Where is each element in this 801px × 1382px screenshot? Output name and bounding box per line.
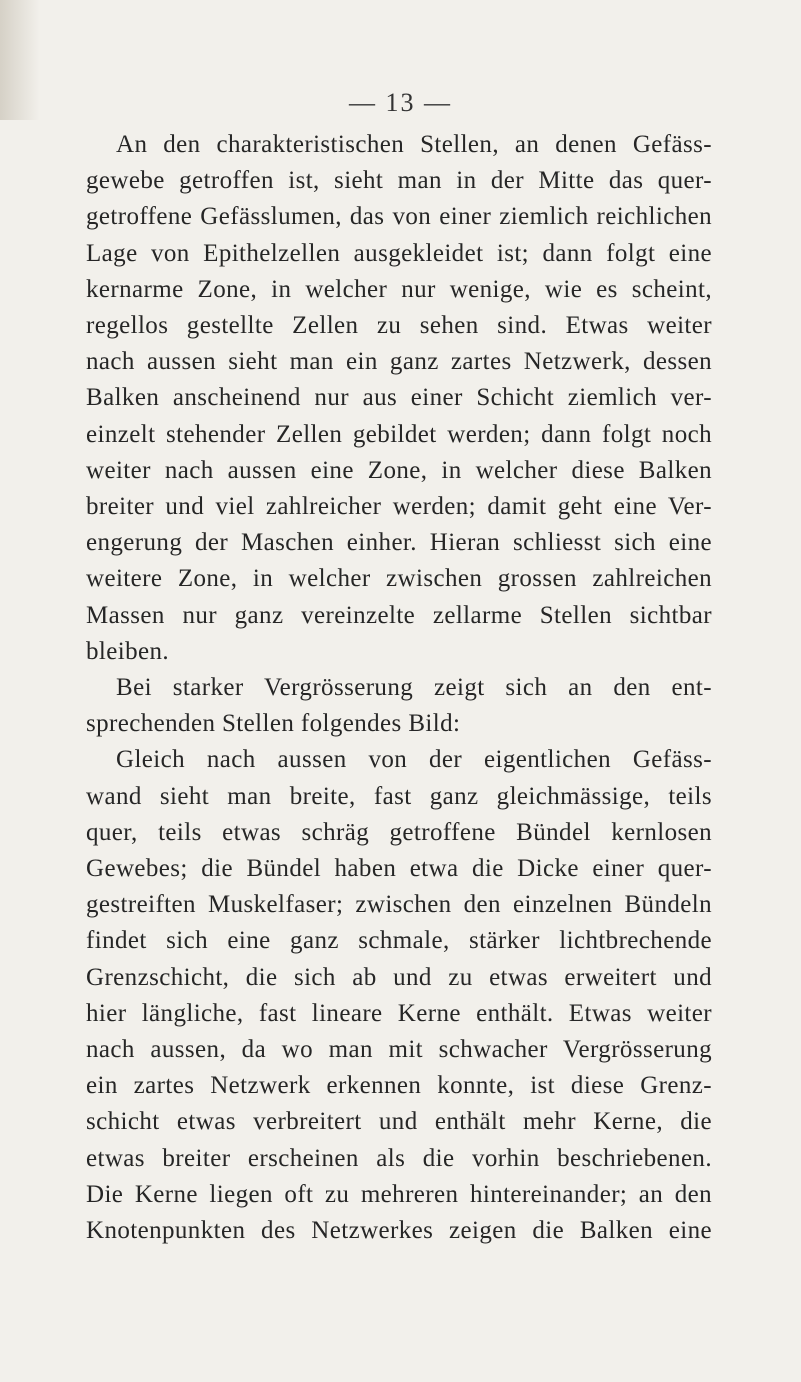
text-line: weiter nach aussen eine Zone, in welcher diese Balken <box>86 456 712 484</box>
text-line: wand sieht man breite, fast ganz gleichmässige, teils <box>86 782 712 810</box>
text-line: ein zartes Netzwerk erkennen konnte, ist diese Grenz- <box>86 1072 712 1100</box>
text-line: quer, teils etwas schräg getroffene Bündel kernlosen <box>86 818 712 846</box>
text-line: Grenzschicht, die sich ab und zu etwas erweitert und <box>86 963 712 991</box>
text-line: nach aussen, da wo man mit schwacher Vergrösserung <box>86 1036 712 1064</box>
text-line: Lage von Epithelzellen ausgekleidet ist; dann folgt eine <box>86 239 712 267</box>
text-line: weitere Zone, in welcher zwischen grossen zahlreichen <box>86 565 712 593</box>
text-line: kernarme Zone, in welcher nur wenige, wie es scheint, <box>86 275 712 303</box>
page-number: — 13 — <box>349 88 452 117</box>
text-line: gestreiften Muskelfaser; zwischen den einzelnen Bündeln <box>86 891 712 919</box>
text-line: engerung der Maschen einher. Hieran schliesst sich eine <box>86 529 712 557</box>
text-line: Gleich nach aussen von der eigentlichen Gefäss- <box>116 746 712 774</box>
text-line: getroffene Gefässlumen, das von einer ziemlich reichlichen <box>86 203 712 231</box>
body-text <box>86 127 712 1249</box>
text-line: Die Kerne liegen oft zu mehreren hintereinander; an den <box>86 1180 712 1208</box>
text-line: breiter und viel zahlreicher werden; damit geht eine Ver- <box>86 493 712 521</box>
text-line: schicht etwas verbreitert und enthält mehr Kerne, die <box>86 1108 712 1136</box>
text-line: einzelt stehender Zellen gebildet werden; dann folgt noch <box>86 420 712 448</box>
text-line: bleiben. <box>86 637 170 665</box>
text-line: sprechenden Stellen folgendes Bild: <box>86 710 461 738</box>
text-line: Gewebes; die Bündel haben etwa die Dicke einer quer- <box>86 855 712 883</box>
text-line: etwas breiter erscheinen als die vorhin beschriebenen. <box>86 1144 712 1172</box>
text-line: nach aussen sieht man ein ganz zartes Netzwerk, dessen <box>86 348 712 376</box>
text-line: Bei starker Vergrösserung zeigt sich an den ent- <box>116 674 712 702</box>
text-line: Balken anscheinend nur aus einer Schicht ziemlich ver- <box>86 384 712 412</box>
text-line: Massen nur ganz vereinzelte zellarme Stellen sichtbar <box>86 601 712 629</box>
text-line: gewebe getroffen ist, sieht man in der Mitte das quer- <box>86 167 712 195</box>
text-line: hier längliche, fast lineare Kerne enthält. Etwas weiter <box>86 999 712 1027</box>
text-line: regellos gestellte Zellen zu sehen sind. Etwas weiter <box>86 312 712 340</box>
text-line: Knotenpunkten des Netzwerkes zeigen die Balken eine <box>86 1217 712 1245</box>
text-line: findet sich eine ganz schmale, stärker lichtbrechende <box>86 927 712 955</box>
text-line: An den charakteristischen Stellen, an denen Gefäss- <box>116 131 712 158</box>
